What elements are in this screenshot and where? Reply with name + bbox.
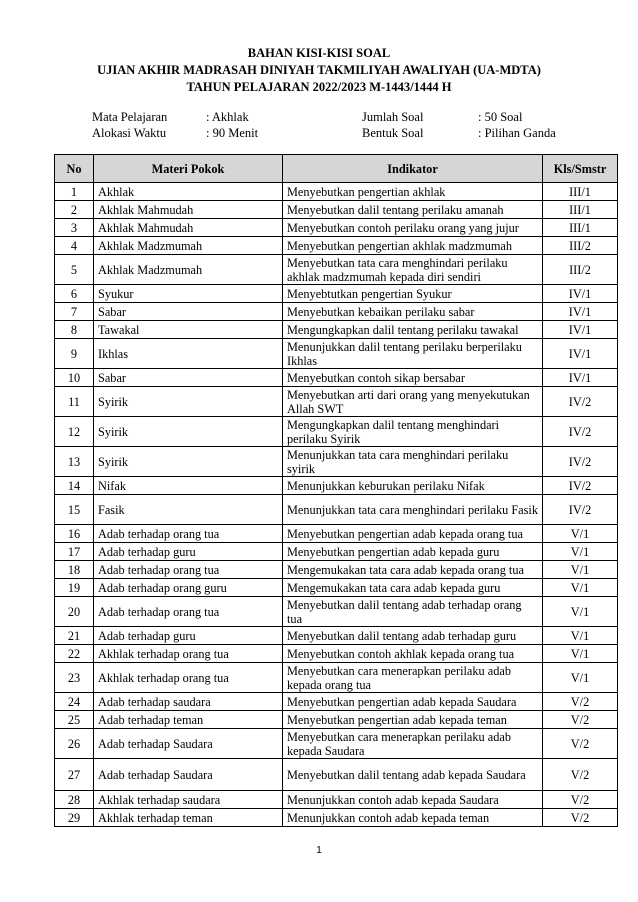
row-kls: IV/2 (543, 387, 618, 417)
row-no: 27 (55, 759, 94, 791)
table-row (55, 729, 618, 759)
table-header-row (55, 155, 618, 183)
row-indikator: Menunjukkan tata cara menghindari perilaku Fasik (283, 495, 543, 525)
row-no: 4 (55, 237, 94, 255)
row-materi: Akhlak Madzmumah (94, 237, 283, 255)
table-row (55, 543, 618, 561)
row-kls: IV/1 (543, 369, 618, 387)
row-no: 19 (55, 579, 94, 597)
row-no: 28 (55, 791, 94, 809)
table-row (55, 369, 618, 387)
row-kls: IV/2 (543, 495, 618, 525)
row-indikator: Menyebtutkan pengertian Syukur (283, 285, 543, 303)
row-kls: V/2 (543, 693, 618, 711)
table-row (55, 597, 618, 627)
doc-title: BAHAN KISI-KISI SOAL (247, 46, 391, 60)
row-materi: Adab terhadap guru (94, 543, 283, 561)
row-kls: V/1 (543, 579, 618, 597)
row-indikator: Mengungkapkan dalil tentang perilaku tawakal (283, 321, 543, 339)
row-materi: Akhlak (94, 183, 283, 201)
row-kls: V/1 (543, 543, 618, 561)
row-no: 15 (55, 495, 94, 525)
row-kls: V/2 (543, 791, 618, 809)
row-materi: Adab terhadap teman (94, 711, 283, 729)
row-no: 18 (55, 561, 94, 579)
row-indikator: Menyebutkan cara menerapkan perilaku adab kepada Saudara (283, 729, 543, 759)
row-no: 21 (55, 627, 94, 645)
row-indikator: Menyebutkan pengertian adab kepada guru (283, 543, 543, 561)
row-kls: V/2 (543, 729, 618, 759)
row-kls: III/1 (543, 219, 618, 237)
table-row (55, 791, 618, 809)
table-row (55, 387, 618, 417)
table-body (55, 183, 618, 827)
bentuk-value: : Pilihan Ganda (478, 126, 556, 140)
mapel-label: Mata Pelajaran (92, 110, 168, 124)
row-indikator: Menyebutkan kebaikan perilaku sabar (283, 303, 543, 321)
row-no: 26 (55, 729, 94, 759)
row-kls: III/2 (543, 237, 618, 255)
row-no: 11 (55, 387, 94, 417)
row-indikator: Menyebutkan contoh sikap bersabar (283, 369, 543, 387)
row-materi: Adab terhadap orang tua (94, 525, 283, 543)
doc-year: TAHUN PELAJARAN 2022/2023 M-1443/1444 H (186, 80, 452, 94)
table-row (55, 525, 618, 543)
table-row (55, 561, 618, 579)
row-indikator: Menyebutkan contoh perilaku orang yang jujur (283, 219, 543, 237)
row-no: 16 (55, 525, 94, 543)
doc-subtitle: UJIAN AKHIR MADRASAH DINIYAH TAKMILIYAH AWALIYAH (UA-MDTA) (97, 63, 541, 77)
row-kls: IV/1 (543, 321, 618, 339)
row-indikator: Menyebutkan pengertian adab kepada Saudara (283, 693, 543, 711)
row-indikator: Menunjukkan contoh adab kepada teman (283, 809, 543, 827)
row-indikator: Menunjukkan dalil tentang perilaku berperilaku Ikhlas (283, 339, 543, 369)
row-indikator: Mengemukakan tata cara adab kepada orang tua (283, 561, 543, 579)
row-kls: IV/2 (543, 417, 618, 447)
row-materi: Nifak (94, 477, 283, 495)
row-materi: Akhlak terhadap teman (94, 809, 283, 827)
row-materi: Syirik (94, 387, 283, 417)
row-no: 5 (55, 255, 94, 285)
table-row (55, 645, 618, 663)
row-no: 22 (55, 645, 94, 663)
row-indikator: Menyebutkan pengertian akhlak (283, 183, 543, 201)
row-indikator: Menyebutkan dalil tentang perilaku amanah (283, 201, 543, 219)
row-indikator: Menyebutkan pengertian akhlak madzmumah (283, 237, 543, 255)
page-number: 1 (316, 845, 322, 856)
row-kls: V/1 (543, 663, 618, 693)
row-materi: Akhlak terhadap saudara (94, 791, 283, 809)
row-no: 1 (55, 183, 94, 201)
row-materi: Adab terhadap saudara (94, 693, 283, 711)
row-no: 8 (55, 321, 94, 339)
row-materi: Sabar (94, 369, 283, 387)
row-indikator: Menyebutkan cara menerapkan perilaku adab kepada orang tua (283, 663, 543, 693)
table-row (55, 495, 618, 525)
row-kls: V/2 (543, 759, 618, 791)
row-kls: V/1 (543, 561, 618, 579)
row-indikator: Menunjukkan contoh adab kepada Saudara (283, 791, 543, 809)
table-row (55, 303, 618, 321)
table-row (55, 255, 618, 285)
row-no: 7 (55, 303, 94, 321)
table-row (55, 339, 618, 369)
row-no: 14 (55, 477, 94, 495)
row-kls: V/1 (543, 627, 618, 645)
table-row (55, 447, 618, 477)
row-kls: V/2 (543, 711, 618, 729)
row-materi: Akhlak Madzmumah (94, 255, 283, 285)
row-materi: Adab terhadap orang tua (94, 561, 283, 579)
row-materi: Sabar (94, 303, 283, 321)
row-indikator: Menyebutkan arti dari orang yang menyekutukan Allah SWT (283, 387, 543, 417)
waktu-label: Alokasi Waktu (92, 126, 167, 140)
row-materi: Adab terhadap Saudara (94, 759, 283, 791)
row-no: 9 (55, 339, 94, 369)
row-indikator: Menyebutkan dalil tentang adab terhadap guru (283, 627, 543, 645)
row-no: 10 (55, 369, 94, 387)
table-row (55, 809, 618, 827)
row-kls: III/1 (543, 201, 618, 219)
row-indikator: Menyebutkan pengertian adab kepada orang tua (283, 525, 543, 543)
header-materi: Materi Pokok (94, 155, 283, 183)
mapel-value: : Akhlak (206, 110, 249, 124)
table-row (55, 285, 618, 303)
table-row (55, 219, 618, 237)
bentuk-label: Bentuk Soal (362, 126, 424, 140)
row-kls: V/2 (543, 809, 618, 827)
row-kls: IV/1 (543, 339, 618, 369)
row-no: 17 (55, 543, 94, 561)
row-materi: Akhlak terhadap orang tua (94, 645, 283, 663)
table-row (55, 759, 618, 791)
row-indikator: Menunjukkan keburukan perilaku Nifak (283, 477, 543, 495)
row-indikator: Menyebutkan pengertian adab kepada teman (283, 711, 543, 729)
row-no: 20 (55, 597, 94, 627)
row-no: 12 (55, 417, 94, 447)
row-kls: V/1 (543, 645, 618, 663)
table-row (55, 477, 618, 495)
row-kls: IV/2 (543, 477, 618, 495)
jumlah-value: : 50 Soal (478, 110, 523, 124)
header-no: No (55, 155, 94, 183)
jumlah-label: Jumlah Soal (362, 110, 424, 124)
row-materi: Akhlak Mahmudah (94, 219, 283, 237)
row-materi: Syirik (94, 417, 283, 447)
row-kls: IV/1 (543, 303, 618, 321)
row-materi: Tawakal (94, 321, 283, 339)
row-materi: Akhlak terhadap orang tua (94, 663, 283, 693)
row-no: 29 (55, 809, 94, 827)
row-materi: Adab terhadap orang tua (94, 597, 283, 627)
row-no: 24 (55, 693, 94, 711)
row-indikator: Menunjukkan tata cara menghindari perilaku syirik (283, 447, 543, 477)
table-row (55, 663, 618, 693)
table-row (55, 417, 618, 447)
waktu-value: : 90 Menit (206, 126, 259, 140)
header-indikator: Indikator (283, 155, 543, 183)
row-no: 2 (55, 201, 94, 219)
row-no: 13 (55, 447, 94, 477)
row-kls: IV/1 (543, 285, 618, 303)
table-row (55, 321, 618, 339)
row-indikator: Menyebutkan dalil tentang adab terhadap orang tua (283, 597, 543, 627)
row-materi: Adab terhadap guru (94, 627, 283, 645)
row-kls: III/2 (543, 255, 618, 285)
row-indikator: Mengemukakan tata cara adab kepada guru (283, 579, 543, 597)
header-kls: Kls/Smstr (543, 155, 618, 183)
table-row (55, 201, 618, 219)
row-materi: Syirik (94, 447, 283, 477)
kisi-kisi-table (54, 154, 618, 827)
row-kls: IV/2 (543, 447, 618, 477)
row-materi: Ikhlas (94, 339, 283, 369)
row-materi: Syukur (94, 285, 283, 303)
row-indikator: Menyebutkan tata cara menghindari perilaku akhlak madzmumah kepada diri sendiri (283, 255, 543, 285)
row-kls: III/1 (543, 183, 618, 201)
table-row (55, 579, 618, 597)
row-materi: Akhlak Mahmudah (94, 201, 283, 219)
row-materi: Fasik (94, 495, 283, 525)
row-materi: Adab terhadap Saudara (94, 729, 283, 759)
row-indikator: Menyebutkan contoh akhlak kepada orang tua (283, 645, 543, 663)
table-row (55, 183, 618, 201)
row-indikator: Menyebutkan dalil tentang adab kepada Saudara (283, 759, 543, 791)
table-row (55, 711, 618, 729)
row-no: 3 (55, 219, 94, 237)
row-indikator: Mengungkapkan dalil tentang menghindari perilaku Syirik (283, 417, 543, 447)
table-row (55, 693, 618, 711)
table-row (55, 627, 618, 645)
row-kls: V/1 (543, 525, 618, 543)
row-no: 6 (55, 285, 94, 303)
table-row (55, 237, 618, 255)
row-no: 23 (55, 663, 94, 693)
row-materi: Adab terhadap orang guru (94, 579, 283, 597)
row-kls: V/1 (543, 597, 618, 627)
row-no: 25 (55, 711, 94, 729)
